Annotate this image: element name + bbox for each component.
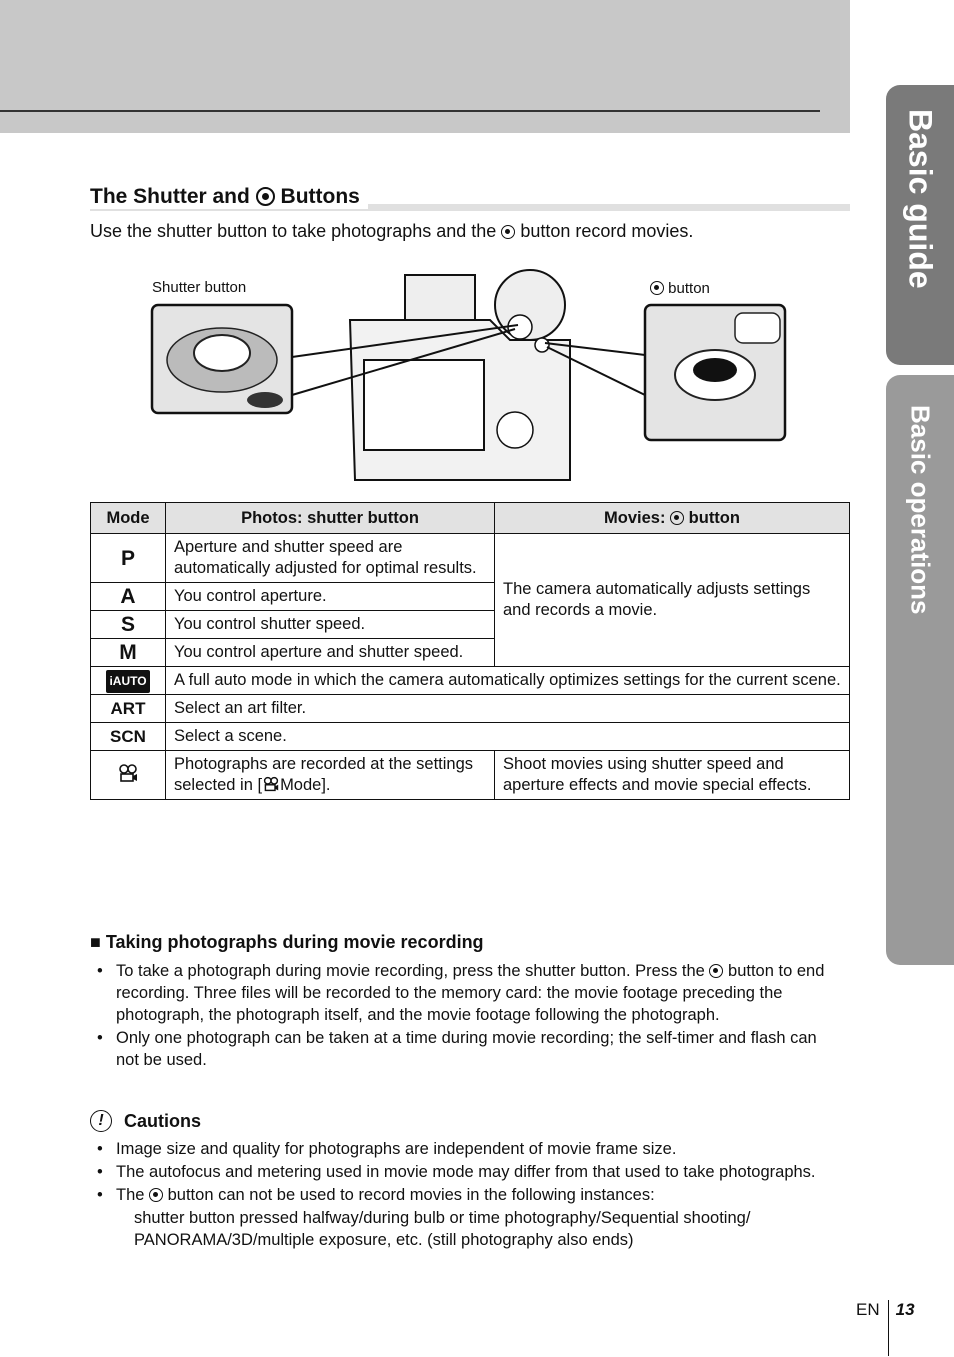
language-label: EN	[856, 1300, 880, 1319]
record-button-icon	[256, 187, 275, 206]
header-mode: Mode	[91, 503, 166, 534]
mode-cell: P	[91, 534, 166, 583]
mode-cell: SCN	[91, 723, 166, 751]
sub-heading: ■ Taking photographs during movie recording	[90, 932, 484, 952]
photo-cell: Select a scene.	[166, 723, 850, 751]
camera-illustration	[150, 265, 800, 490]
cautions-detail: shutter button pressed halfway/during bulb or time photography/Sequential shooting/ PANORAMA/3D/multiple exposure, etc. (still photography also ends)	[134, 1209, 751, 1249]
photo-cell: Select an art filter.	[166, 695, 850, 723]
page-footer	[856, 1300, 915, 1356]
table-header-row	[91, 503, 850, 534]
movie-camera-icon	[262, 776, 280, 792]
photo-cell: A full auto mode in which the camera automatically optimizes settings for the current scene.	[166, 667, 850, 695]
table-row	[91, 534, 850, 583]
list-item: • The button can not be used to record movies in the following instances: shutter button pressed halfway/during bulb or time photography/Sequential shooting/ PANORAMA/3D/multiple exposure, etc. (still photography also ends)	[95, 1184, 843, 1251]
table-row	[91, 751, 850, 800]
list-item: • Only one photograph can be taken at a time during movie recording; the self-timer and flash can not be used.	[95, 1027, 843, 1071]
list-item: • To take a photograph during movie recording, press the shutter button. Press the button to end recording. Three files will be recorded to the memory card: the movie footage preceding the photograph, the photograph itself, and the movie footage following the photograph.	[95, 960, 843, 1026]
mode-cell: A	[91, 583, 166, 611]
movie-cell: Shoot movies using shutter speed and aperture effects and movie special effects.	[495, 751, 850, 800]
intro-text: Use the shutter button to take photographs and the button record movies.	[90, 221, 694, 241]
mode-cell: ART	[91, 695, 166, 723]
mode-cell	[91, 751, 166, 800]
record-button-icon	[709, 964, 723, 978]
photo-cell: Photographs are recorded at the settings selected in [ Mode].	[166, 751, 495, 800]
record-button-icon	[149, 1188, 163, 1202]
photo-cell: You control aperture.	[166, 583, 495, 611]
photo-cell: You control aperture and shutter speed.	[166, 639, 495, 667]
iauto-icon: iAUTO	[106, 670, 149, 693]
header-band	[0, 0, 850, 133]
record-button-label: button	[650, 280, 710, 297]
camera-figure	[150, 265, 800, 490]
cautions-bullets	[95, 1138, 843, 1252]
mode-cell: S	[91, 611, 166, 639]
mode-table	[90, 502, 850, 800]
footer-divider	[888, 1300, 889, 1356]
photo-cell: Aperture and shutter speed are automatically adjusted for optimal results.	[166, 534, 495, 583]
record-button-icon	[670, 511, 684, 525]
movie-cell: The camera automatically adjusts settings and records a movie.	[495, 534, 850, 667]
header-rule	[0, 110, 820, 112]
caution-icon: !	[90, 1110, 112, 1132]
photo-cell: You control shutter speed.	[166, 611, 495, 639]
list-item: • Image size and quality for photographs are independent of movie frame size.	[95, 1138, 843, 1160]
mode-cell	[91, 667, 166, 695]
side-tab-label: Basic operations	[905, 405, 936, 615]
cautions-heading: ! Cautions	[90, 1110, 201, 1132]
section-title: The Shutter and Buttons	[90, 185, 368, 209]
side-tab-basic-guide[interactable]	[886, 85, 954, 365]
side-tab-basic-operations[interactable]	[886, 375, 954, 965]
camera-screen	[364, 360, 484, 450]
page-number: 13	[895, 1300, 915, 1319]
list-item: • The autofocus and metering used in movie mode may differ from that used to take photographs.	[95, 1161, 843, 1183]
mode-cell: M	[91, 639, 166, 667]
movie-recording-bullets	[95, 960, 843, 1072]
header-photos: Photos: shutter button	[166, 503, 495, 534]
table-row	[91, 695, 850, 723]
header-movies: Movies: button	[495, 503, 850, 534]
side-tab-label: Basic guide	[902, 109, 939, 289]
shutter-button-label: Shutter button	[152, 279, 247, 296]
table-row	[91, 723, 850, 751]
table-row	[91, 667, 850, 695]
movie-camera-icon	[117, 763, 139, 783]
record-button-icon	[501, 225, 515, 239]
